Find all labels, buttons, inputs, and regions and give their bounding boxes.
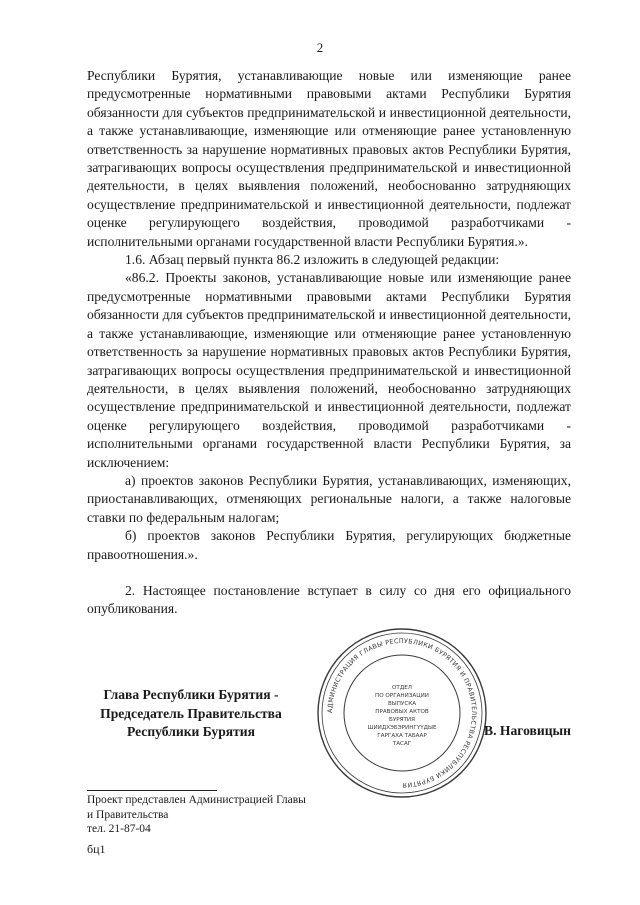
svg-text:ГАРГАХА ТАБААР: ГАРГАХА ТАБААР [377, 733, 427, 739]
paragraph-exception-b: б) проектов законов Республики Бурятия, регулирующих бюджетные правоотношения.». [87, 528, 571, 562]
signer-name: В. Наговицын [484, 723, 571, 738]
svg-text:ПРАВОВЫХ АКТОВ: ПРАВОВЫХ АКТОВ [375, 709, 429, 715]
footer-note [87, 793, 387, 837]
paragraph-exception-a: а) проектов законов Республики Бурятия, устанавливающих, изменяющих, приостанавливающих, отменяющих региональные налоги, а также налоговые ставки по федеральным налогам; [87, 472, 571, 525]
document-body [87, 67, 571, 619]
svg-text:АДМИНИСТРАЦИЯ ГЛАВЫ РЕСПУБЛИКИ: АДМИНИСТРАЦИЯ ГЛАВЫ РЕСПУБЛИКИ БУРЯТИЯ И ПРАВИТЕЛЬСТВА РЕСПУБЛИКИ БУРЯТИЯ [325, 636, 479, 790]
svg-text:БУРЯТИЯ: БУРЯТИЯ [389, 717, 415, 723]
signatory-title-line: Республики Бурятия [126, 724, 255, 740]
footer-line: и Правительства [87, 808, 169, 821]
signatory-title-line: Председатель Правительства [100, 705, 282, 721]
svg-text:ПО ОРГАНИЗАЦИИ: ПО ОРГАНИЗАЦИИ [375, 693, 429, 699]
svg-text:ОТДЕЛ: ОТДЕЛ [392, 685, 412, 691]
paragraph-clause-86-2: «86.2. Проекты законов, устанавливающие новые или изменяющие ранее предусмотренные нормативными правовыми актами Республики Бурятия обязанности для субъектов предпринимательской и инвестиционной деятельности, а также устанавливающие, изменяющие или отменяющие ранее установленную ответственность за нарушение нормативных правовых актов Республики Бурятия, затрагивающих вопросы осуществления предпринимательской и инвестиционной деятельности, в целях выявления положений, необоснованно затрудняющих осуществление предпринимательской и инвестиционной деятельности, подлежат оценке регулирующего воздействия, проводимой разработчиками - исполнительными органами государственной власти Республики Бурятия, за исключением: [87, 270, 571, 470]
svg-text:ВЫПУСКА: ВЫПУСКА [387, 701, 417, 707]
page-number: 2 [316, 40, 324, 55]
signatory-title [76, 686, 306, 742]
paragraph-amendment-heading: 1.6. Абзац первый пункта 86.2 изложить в следующей редакции: [125, 252, 500, 268]
footer-phone: тел. 21-87-04 [87, 823, 151, 835]
signatory-title-line: Глава Республики Бурятия - [103, 687, 279, 702]
footer-line: Проект представлен Администрацией Главы [87, 794, 306, 806]
paragraph-effective-date: 2. Настоящее постановление вступает в силу со дня его официального опубликования. [87, 582, 571, 617]
paragraph-continuation: Республики Бурятия, устанавливающие новые или изменяющие ранее предусмотренные нормативными правовыми актами Республики Бурятия обязанности для субъектов предпринимательской и инвестиционной деятельности, а также устанавливающие, изменяющие или отменяющие ранее установленную ответственность за нарушение нормативных правовых актов Республики Бурятия, затрагивающих вопросы осуществления предпринимательской и инвестиционной деятельности, в целях выявления положений, необоснованно затрудняющих осуществление предпринимательской и инвестиционной деятельности, подлежат оценке регулирующего воздействия, проводимой разработчиками - исполнительными органами государственной власти Республики Бурятия.». [87, 68, 571, 249]
official-stamp-icon [312, 623, 492, 803]
footer-divider [87, 790, 217, 791]
svg-text:ТАСАГ: ТАСАГ [392, 741, 412, 747]
svg-text:ШИИДХЭБЭРИНГҮҮДЫЕ: ШИИДХЭБЭРИНГҮҮДЫЕ [367, 725, 437, 731]
document-code: бц1 [87, 842, 106, 856]
